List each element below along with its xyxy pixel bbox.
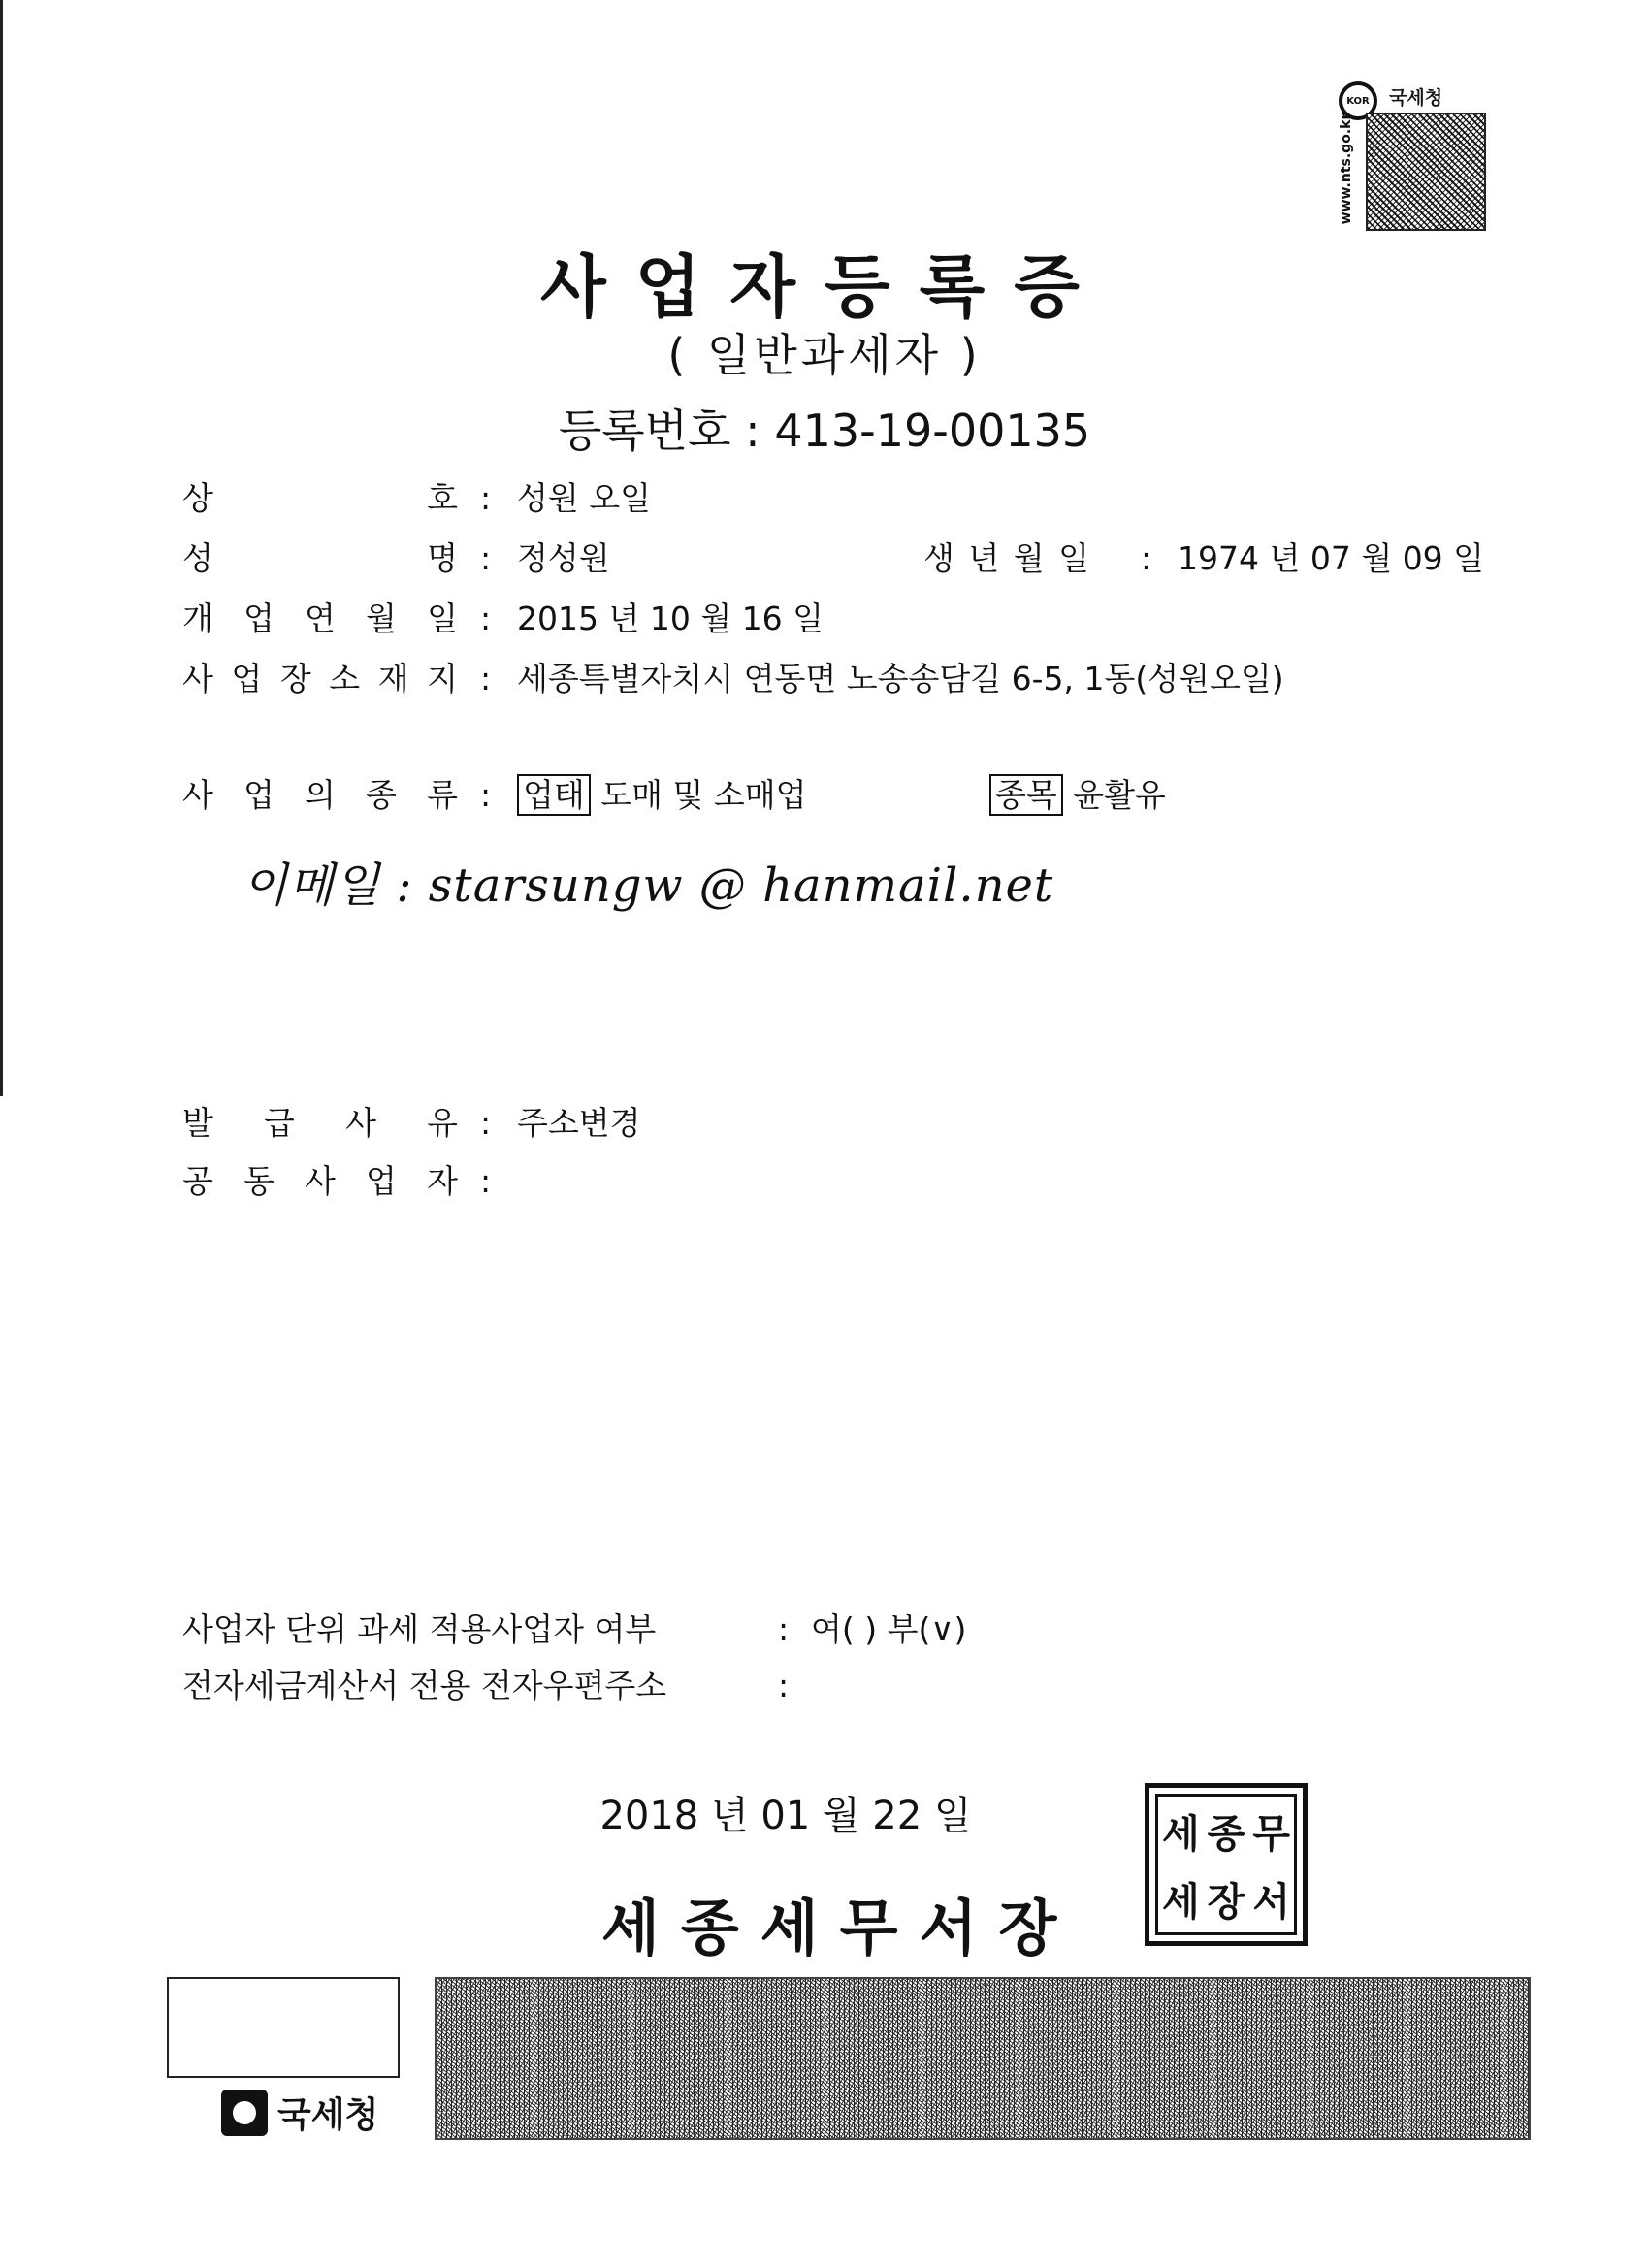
name-label: 성 명 xyxy=(182,539,458,577)
taxpayer-type: ( 일반과세자 ) xyxy=(667,329,982,381)
qr-stamp xyxy=(1331,76,1501,250)
unit-taxation-label: 사업자 단위 과세 적용사업자 여부 xyxy=(182,1610,657,1648)
seal-characters: 세 종 무 세 장 서 xyxy=(1155,1794,1297,1935)
footer-logo xyxy=(221,2088,378,2137)
location-value: 세종특별자치시 연동면 노송송담길 6-5, 1동(성원오일) xyxy=(517,660,1284,697)
field-unit-taxation: 사업자 단위 과세 적용사업자 여부 : 여( ) 부(∨) xyxy=(182,1610,967,1648)
birth-date-value: 1974 년 07 월 09 일 xyxy=(1178,539,1485,577)
category-value: 도매 및 소매업 xyxy=(600,776,807,814)
nts-logo-icon xyxy=(221,2090,268,2136)
field-opening-date: 개 업 연 월 일 : 2015 년 10 월 16 일 xyxy=(182,599,824,637)
field-joint-business: 공 동 사 업 자 : xyxy=(182,1162,492,1200)
item-tag: 종목 xyxy=(989,774,1063,816)
business-category xyxy=(517,776,807,815)
field-trade-name: 상 호 : 성원 오일 xyxy=(182,479,652,517)
name-value: 정성원 xyxy=(517,539,610,577)
category-tag: 업태 xyxy=(517,774,591,816)
agency-url: www.nts.go.kr xyxy=(1339,113,1354,225)
footer-logo-text: 국세청 xyxy=(277,2095,379,2135)
field-location: 사 업 장 소 재 지 : 세종특별자치시 연동면 노송송담길 6-5, 1동(성원오일) xyxy=(182,660,1284,697)
handwritten-email: 이메일 : starsungw @ hanmail.net xyxy=(242,859,1054,913)
opening-date-value: 2015 년 10 월 16 일 xyxy=(517,599,824,637)
blank-box xyxy=(167,1977,400,2078)
issue-date: 2018 년 01 월 22 일 xyxy=(599,1794,972,1838)
unit-taxation-value: 여( ) 부(∨) xyxy=(811,1610,967,1648)
opening-date-label: 개 업 연 월 일 xyxy=(182,599,458,637)
birth-date-label: 생 년 월 일 xyxy=(923,539,1091,577)
joint-business-label: 공 동 사 업 자 xyxy=(182,1162,458,1200)
field-issue-reason: 발 급 사 유 : 주소변경 xyxy=(182,1104,641,1142)
trade-name-value: 성원 오일 xyxy=(517,479,652,517)
business-type-label: 사 업 의 종 류 xyxy=(182,776,458,814)
field-name: 성 명 : 정성원 생 년 월 일 : 1974 년 07 월 09 일 xyxy=(182,539,1485,577)
qr-code xyxy=(1366,113,1486,231)
location-label: 사 업 장 소 재 지 xyxy=(182,660,458,697)
document-title: 사업자등록증 xyxy=(540,247,1109,327)
field-einvoice: 전자세금계산서 전용 전자우편주소 : xyxy=(182,1667,790,1704)
official-seal xyxy=(1145,1783,1308,1946)
issue-reason-value: 주소변경 xyxy=(517,1104,641,1142)
registration-number xyxy=(0,396,1649,460)
registration-label: 등록번호 xyxy=(558,405,731,457)
agency-label: 국세청 xyxy=(1389,87,1443,109)
nts-circle-logo: KOR xyxy=(1339,81,1377,120)
field-business-type: 사 업 의 종 류 : 업태 도매 및 소매업 종목 윤활유 xyxy=(182,776,1166,814)
business-item xyxy=(989,776,1166,815)
einvoice-label: 전자세금계산서 전용 전자우편주소 xyxy=(182,1667,667,1704)
issuing-office: 세종세무서장 xyxy=(601,1893,1079,1963)
security-pattern xyxy=(435,1977,1531,2140)
item-value: 윤활유 xyxy=(1073,776,1166,814)
registration-value: 413-19-00135 xyxy=(774,405,1091,457)
issue-reason-label: 발 급 사 유 xyxy=(182,1104,458,1142)
trade-name-label: 상 호 xyxy=(182,479,458,517)
registration-separator: : xyxy=(730,405,775,457)
